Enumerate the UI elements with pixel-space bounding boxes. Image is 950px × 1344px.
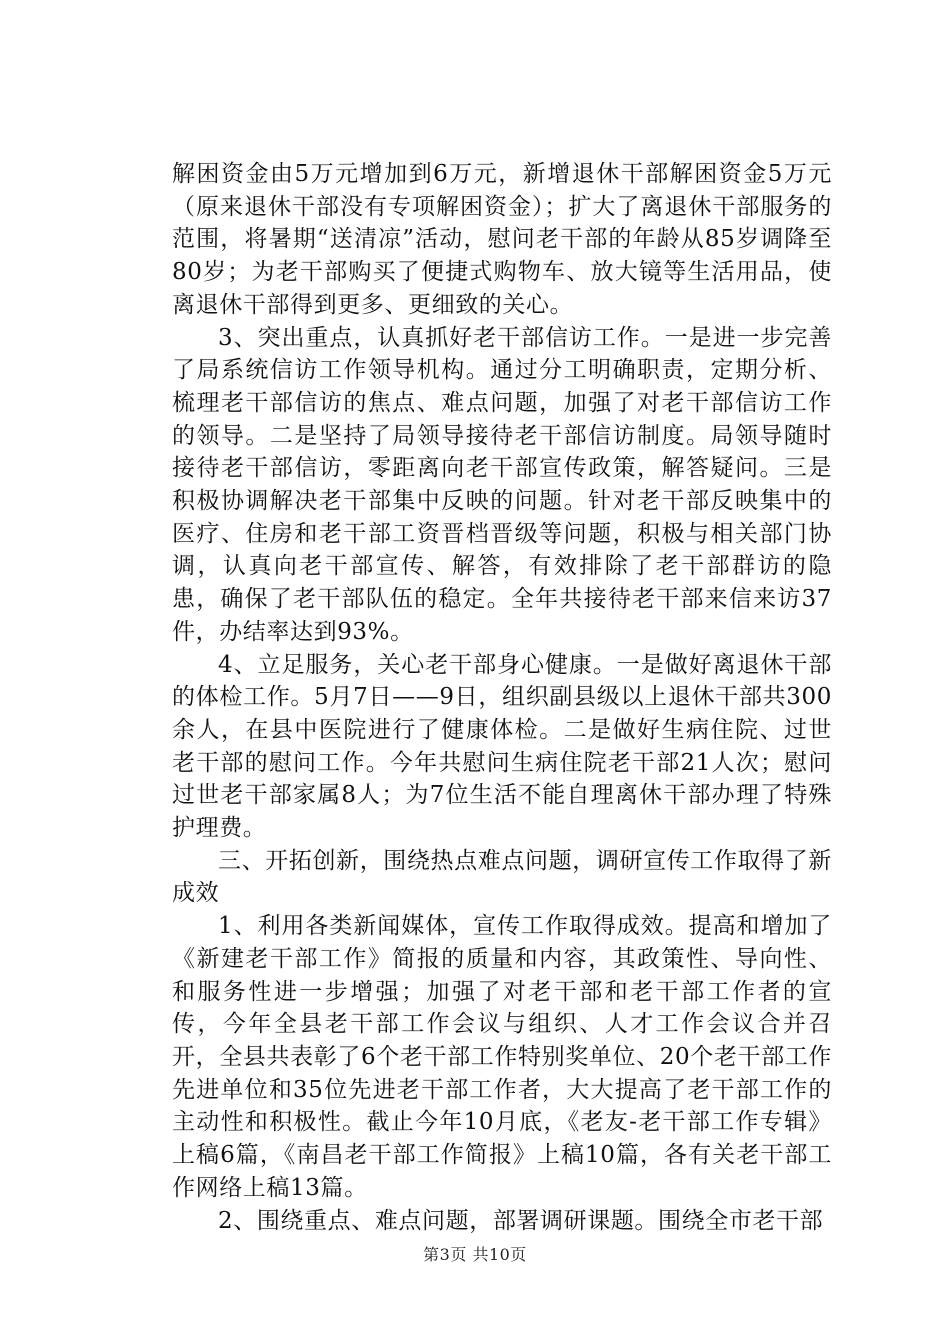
paragraph-research-topics: 2、围绕重点、难点问题，部署调研课题。围绕全市老干部 [218, 1207, 824, 1234]
paragraph-health-care: 4、立足服务，关心老干部身心健康。一是做好离退休干部的体检工作。5月7日——9日，组织副县级以上退休干部共300余人，在县中医院进行了健康体检。二是做好生病住院、过世老干部的慰问工作。今年共慰问生病住院老干部21人次；慰问过世老干部家属8人；为7位生活不能自理离休干部办理了特殊护理费。 [172, 651, 832, 842]
page-number-footer: 第3页 共10页 [423, 1245, 527, 1264]
document-body [172, 158, 832, 1237]
paragraph-media-publicity: 1、利用各类新闻媒体，宣传工作取得成效。提高和增加了《新建老干部工作》简报的质量和内容，其政策性、导向性、和服务性进一步增强；加强了对老干部和老干部工作者的宣传，今年全县老干部工作会议与组织、人才工作会议合并召开，全县共表彰了6个老干部工作特别奖单位、20个老干部工作先进单位和35位先进老干部工作者，大大提高了老干部工作的主动性和积极性。截止今年10月底，《老友-老干部工作专辑》上稿6篇，《南昌老干部工作简报》上稿10篇，各有关老干部工作网络上稿13篇。 [172, 913, 832, 1201]
section-heading-innovation: 三、开拓创新，围绕热点难点问题，调研宣传工作取得了新成效 [172, 847, 832, 907]
paragraph-relief-funds: 解困资金由5万元增加到6万元，新增退休干部解困资金5万元（原来退休干部没有专项解困资金）；扩大了离退休干部服务的范围，将暑期“送清凉”活动，慰问老干部的年龄从85岁调降至80岁；为老干部购买了便捷式购物车、放大镜等生活用品，使离退休干部得到更多、更细致的关心。 [172, 161, 832, 318]
paragraph-petition-work: 3、突出重点，认真抓好老干部信访工作。一是进一步完善了局系统信访工作领导机构。通过分工明确职责，定期分析、梳理老干部信访的焦点、难点问题，加强了对老干部信访工作的领导。二是坚持了局领导接待老干部信访制度。局领导随时接待老干部信访，零距离向老干部宣传政策，解答疑问。三是积极协调解决老干部集中反映的问题。针对老干部反映集中的医疗、住房和老干部工资晋档晋级等问题，积极与相关部门协调，认真向老干部宣传、解答，有效排除了老干部群访的隐患，确保了老干部队伍的稳定。全年共接待老干部来信来访37件，办结率达到93%。 [172, 324, 832, 645]
